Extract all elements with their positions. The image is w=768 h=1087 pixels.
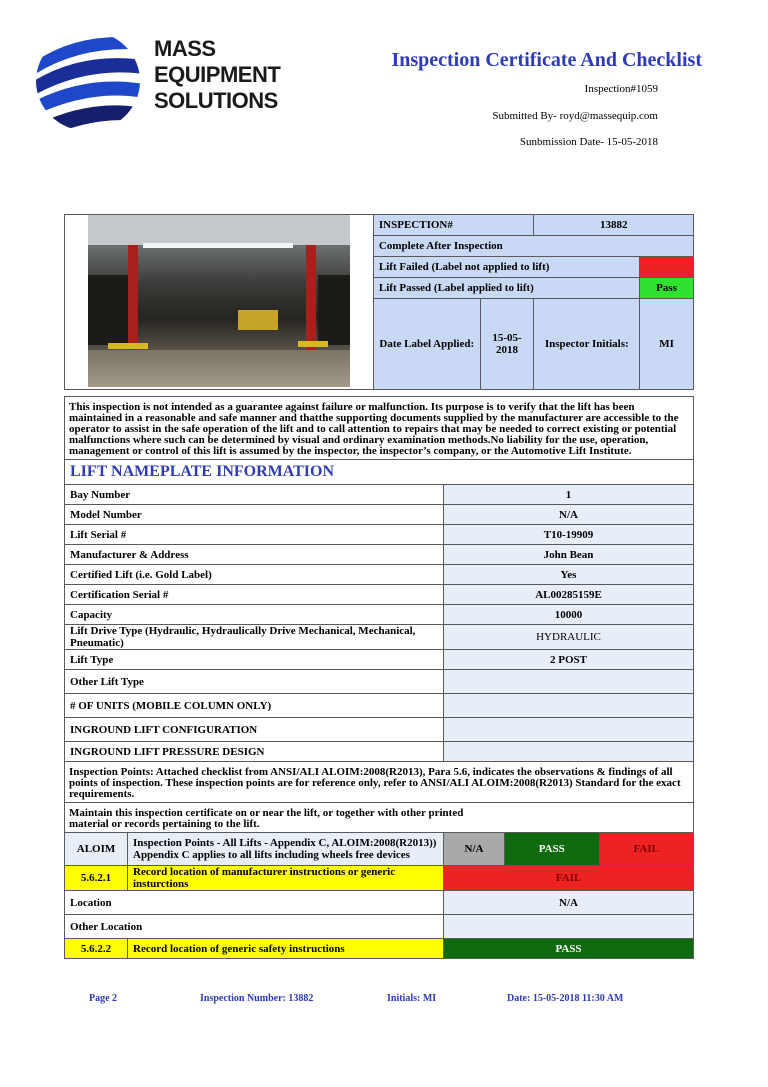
lift-photo <box>88 215 350 387</box>
nameplate-value: 1 <box>444 485 694 505</box>
pass-fail-column-header <box>505 833 694 866</box>
inspector-initials-label: Inspector Initials: <box>534 299 640 390</box>
nameplate-label: Other Lift Type <box>65 670 444 694</box>
brand-line-3: SOLUTIONS <box>154 88 278 113</box>
checklist-item-text: Record location of generic safety instructions <box>128 939 444 959</box>
na-column-header: N/A <box>444 833 505 866</box>
aloim-column-header: ALOIM <box>65 833 128 866</box>
inspection-number-value: 13882 <box>534 215 694 236</box>
footer-date: Date: 15-05-2018 11:30 AM <box>507 993 624 1004</box>
inspection-summary-table <box>64 214 694 390</box>
nameplate-label: Model Number <box>65 505 444 525</box>
liability-disclaimer: This inspection is not intended as a guarantee against failure or malfunction. Its purpose is to verify that the lift has been maintained in a reasonable and safe manner and thatthe supporting documents supplied by the manufacturer are accessible to the operator to assist in the safe operation of the lift and to call attention to repairs that may be needed to correct existing or potential malfunctions where such can be determined by visual and ordinary examination methods.No liability for the use, operation, management or control of this lift is assumed by the inspector, the inspector’s company, or the Automotive Lift Institute. <box>65 397 694 460</box>
nameplate-label: Lift Drive Type (Hydraulic, Hydraulically Drive Mechanical, Mechanical, Pneumatic) <box>65 625 444 650</box>
nameplate-value: John Bean <box>444 545 694 565</box>
lift-photo-cell <box>65 215 374 390</box>
other-location-value <box>444 915 694 939</box>
inspection-points-note: Inspection Points: Attached checklist from ANSI/ALI ALOIM:2008(R2013), Para 5.6, indicates the observations & findings of all points of inspection. These inspection points are for reference only, refer to ANSI/ALI ALOIM:2008(R2013) Standard for the exact requirements. <box>65 762 694 803</box>
submitted-by: Submitted By- royd@massequip.com <box>492 110 658 122</box>
inspection-points-column-header <box>128 833 444 866</box>
nameplate-label: Certified Lift (i.e. Gold Label) <box>65 565 444 585</box>
nameplate-value: 10000 <box>444 605 694 625</box>
location-value: N/A <box>444 891 694 915</box>
brand-line-1: MASS <box>154 36 216 61</box>
footer-page: Page 2 <box>89 993 118 1004</box>
checklist-item-result: FAIL <box>444 866 694 891</box>
nameplate-label: Lift Serial # <box>65 525 444 545</box>
brand-name <box>154 36 280 114</box>
nameplate-value: T10-19909 <box>444 525 694 545</box>
location-label: Location <box>65 891 444 915</box>
document-title: Inspection Certificate And Checklist <box>391 49 702 71</box>
nameplate-value: Yes <box>444 565 694 585</box>
nameplate-label: Manufacturer & Address <box>65 545 444 565</box>
lift-failed-label: Lift Failed (Label not applied to lift) <box>373 257 639 278</box>
inspection-reference: Inspection#1059 <box>584 83 658 95</box>
lift-passed-label: Lift Passed (Label applied to lift) <box>373 278 639 299</box>
inspector-initials-value: MI <box>640 299 694 390</box>
nameplate-value: AL00285159E <box>444 585 694 605</box>
brand-line-2: EQUIPMENT <box>154 62 281 87</box>
nameplate-value <box>444 742 694 762</box>
nameplate-label: INGROUND LIFT PRESSURE DESIGN <box>65 742 444 762</box>
checklist-item-code: 5.6.2.2 <box>65 939 128 959</box>
fail-column-header: FAIL <box>600 833 694 865</box>
nameplate-value <box>444 694 694 718</box>
nameplate-label: # OF UNITS (MOBILE COLUMN ONLY) <box>65 694 444 718</box>
lift-failed-value <box>640 257 694 278</box>
date-label-value: 15-05-2018 <box>480 299 534 390</box>
globe-logo-icon <box>34 26 144 136</box>
nameplate-value: 2 POST <box>444 650 694 670</box>
submission-date: Sunbmission Date- 15-05-2018 <box>519 136 658 148</box>
inspection-points-header-line-1: Inspection Points - All Lifts - Appendix C, ALOIM:2008(R2013)) <box>133 837 437 849</box>
checklist-item-code: 5.6.2.1 <box>65 866 128 891</box>
nameplate-value <box>444 718 694 742</box>
nameplate-label: INGROUND LIFT CONFIGURATION <box>65 718 444 742</box>
inspection-details-table <box>64 396 694 959</box>
checklist-item-text: Record location of manufacturer instructions or generic insturctions <box>128 866 444 891</box>
nameplate-value: HYDRAULIC <box>444 625 694 650</box>
nameplate-label: Bay Number <box>65 485 444 505</box>
pass-column-header: PASS <box>505 833 600 865</box>
nameplate-label: Lift Type <box>65 650 444 670</box>
nameplate-value: N/A <box>444 505 694 525</box>
complete-after-inspection: Complete After Inspection <box>373 236 693 257</box>
other-location-label: Other Location <box>65 915 444 939</box>
inspection-points-header-line-2: Appendix C applies to all lifts including wheels free devices <box>133 849 410 861</box>
maintain-certificate-note: Maintain this inspection certificate on or near the lift, or together with other printed material or records pertaining to the lift. <box>65 803 694 833</box>
lift-passed-value: Pass <box>640 278 694 299</box>
inspection-number-label: INSPECTION# <box>373 215 534 236</box>
nameplate-label: Certification Serial # <box>65 585 444 605</box>
footer-initials: Initials: MI <box>387 993 437 1004</box>
nameplate-label: Capacity <box>65 605 444 625</box>
checklist-item-result: PASS <box>444 939 694 959</box>
nameplate-value <box>444 670 694 694</box>
date-label-applied: Date Label Applied: <box>373 299 480 390</box>
footer-inspection-number: Inspection Number: 13882 <box>200 993 314 1004</box>
nameplate-section-heading: LIFT NAMEPLATE INFORMATION <box>65 460 694 485</box>
